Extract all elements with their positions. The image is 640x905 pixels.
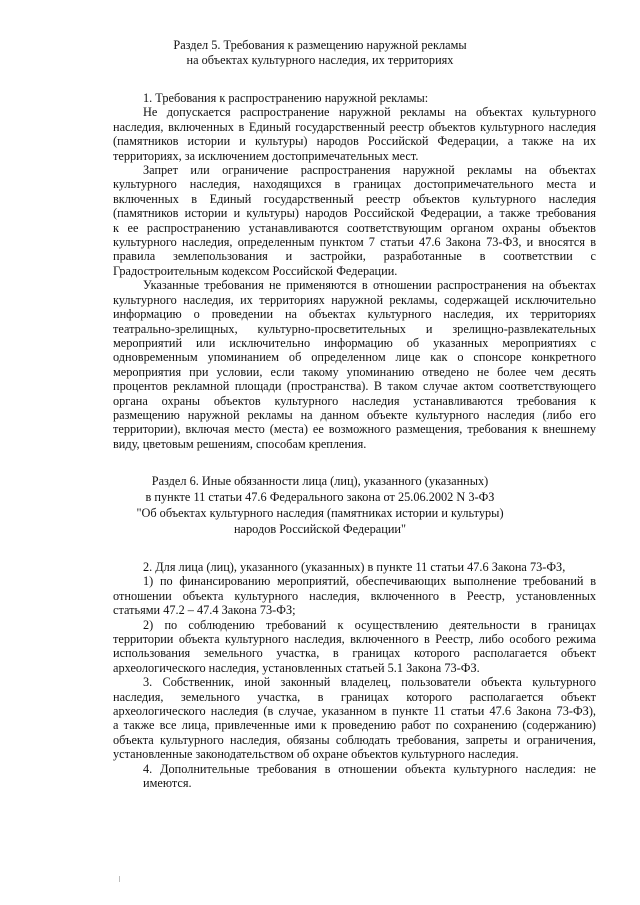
section-6-body — [113, 560, 596, 791]
paragraph-line: культурного наследия, их территориях наружной рекламы, содержащей исключительно — [113, 292, 596, 307]
section-5-body — [113, 91, 596, 451]
paragraph-line: археологического наследия (в случае, указанном в пункте 11 статьи 47.6 Закона 73-ФЗ), — [113, 704, 596, 719]
paragraph-line: 2) по соблюдению требований к осуществлению деятельности в границах — [143, 617, 596, 632]
paragraph-line: имеются. — [143, 776, 192, 791]
scan-mark — [119, 876, 120, 882]
requirements-heading: 1. Требования к распространению наружной рекламы: — [143, 91, 429, 105]
paragraph-ban — [113, 105, 596, 163]
paragraph-exceptions — [113, 278, 596, 451]
paragraph-line: Указанные требования не применяются в отношении распространения на объектах — [143, 278, 596, 293]
paragraph-restriction — [113, 163, 596, 278]
paragraph-line: мероприятия при условии, если такому упоминанию отведено не более чем десять — [113, 364, 596, 379]
section-6-title — [0, 473, 640, 537]
paragraph-line: одновременным упоминанием об определенном лице как о спонсоре конкретного — [113, 350, 596, 365]
paragraph-line: (памятников истории и культуры) народов Российской Федерации, а также требования — [113, 206, 596, 221]
paragraph-line: археологического наследия, установленных статьей 5.1 Закона 73-ФЗ. — [113, 660, 480, 675]
section-5-title-line: Раздел 5. Требования к размещению наружной рекламы — [173, 38, 467, 52]
paragraph-line: органа охраны объектов культурного наследия устанавливаются требования к — [113, 393, 596, 408]
paragraph-line: правила землепользования и застройки, разработанные в соответствии с — [113, 249, 596, 264]
paragraph-line: Градостроительным кодексом Российской Федерации. — [113, 263, 398, 278]
section-5-title — [0, 38, 640, 68]
paragraph-line: использования земельного участка, в границах которого располагается объект — [113, 646, 596, 661]
paragraph-line: информацию о проведении на объектах культурного наследия, их территориях — [113, 307, 596, 322]
paragraph-line: виду, цветовым решениям, способам крепления. — [113, 436, 367, 451]
paragraph-line: 4. Дополнительные требования в отношении объекта культурного наследия: не — [143, 761, 596, 776]
paragraph-owners — [113, 675, 596, 761]
section-5-title-line: на объектах культурного наследия, их территориях — [186, 53, 454, 67]
paragraph-line: установленные законодательством об охране объектов культурного наследия. — [113, 747, 519, 762]
section-6-title-line: народов Российской Федерации" — [233, 522, 407, 536]
paragraph-financing — [113, 574, 596, 617]
paragraph-line: 3. Собственник, иной законный владелец, пользователи объекта культурного — [143, 675, 596, 690]
paragraph-line: включенных в Единый государственный реестр объектов культурного наследия — [113, 191, 596, 206]
section-6-title-line: "Об объектах культурного наследия (памятниках истории и культуры) — [136, 506, 504, 520]
paragraph-line: наследия, включенных в Единый государственный реестр объектов культурного наследия — [113, 119, 596, 134]
paragraph-line: территориях, за исключением достопримечательных мест. — [113, 148, 419, 163]
paragraph-line: Не допускается распространение наружной рекламы на объектах культурного — [143, 105, 596, 120]
paragraph-line: культурного наследия, определенным пунктом 7 статьи 47.6 Закона 73-ФЗ, и вносятся в — [113, 235, 596, 250]
paragraph-compliance — [113, 618, 596, 676]
paragraph-line: к ее распространению устанавливаются соответствующим органом охраны объектов — [113, 220, 596, 235]
paragraph-line: (памятников истории и культуры) народов Российской Федерации, а также на их — [113, 134, 596, 149]
paragraph-line: культурного наследия, находящихся в границах достопримечательного места и — [113, 177, 596, 192]
paragraph-line: статьями 47.2 – 47.4 Закона 73-ФЗ; — [113, 603, 296, 618]
paragraph-line: наследия, земельного участка, в границах которого располагается объект — [113, 689, 596, 704]
obligations-intro: 2. Для лица (лиц), указанного (указанных) в пункте 11 статьи 47.6 Закона 73-ФЗ, — [143, 560, 566, 574]
paragraph-line: 1) по финансированию мероприятий, обеспечивающих выполнение требований в — [143, 574, 596, 589]
paragraph-line: территории объекта культурного наследия, включенного в Реестр, либо особого режима — [113, 632, 596, 647]
section-6-title-line: Раздел 6. Иные обязанности лица (лиц), указанного (указанных) — [151, 474, 489, 488]
paragraph-line: отношении объекта культурного наследия, включенного в Реестр, установленных — [113, 588, 596, 603]
paragraph-line: мероприятий или исключительно информацию об указанных мероприятиях с — [113, 335, 596, 350]
paragraph-line: размещению наружной рекламы на данном объекте культурного наследия (либо его — [113, 407, 596, 422]
paragraph-line: объекта культурного наследия, обязаны соблюдать требования, запреты и ограничения, — [113, 732, 596, 747]
section-6-title-line: в пункте 11 статьи 47.6 Федерального закона от 25.06.2002 N 3-ФЗ — [145, 490, 495, 504]
paragraph-additional — [113, 762, 596, 791]
paragraph-line: а также все лица, привлеченные ими к проведению работ по сохранению (содержанию) — [113, 718, 596, 733]
paragraph-line: театрально-зрелищных, культурно-просветительных и зрелищно-развлекательных — [113, 321, 596, 336]
paragraph-line: процентов рекламной площади (пространства). В таком случае актом соответствующего — [113, 379, 596, 394]
paragraph-line: территории), включая место (места) ее возможного размещения, требования к внешнему — [113, 422, 596, 437]
paragraph-line: Запрет или ограничение распространения наружной рекламы на объектах — [143, 163, 596, 178]
